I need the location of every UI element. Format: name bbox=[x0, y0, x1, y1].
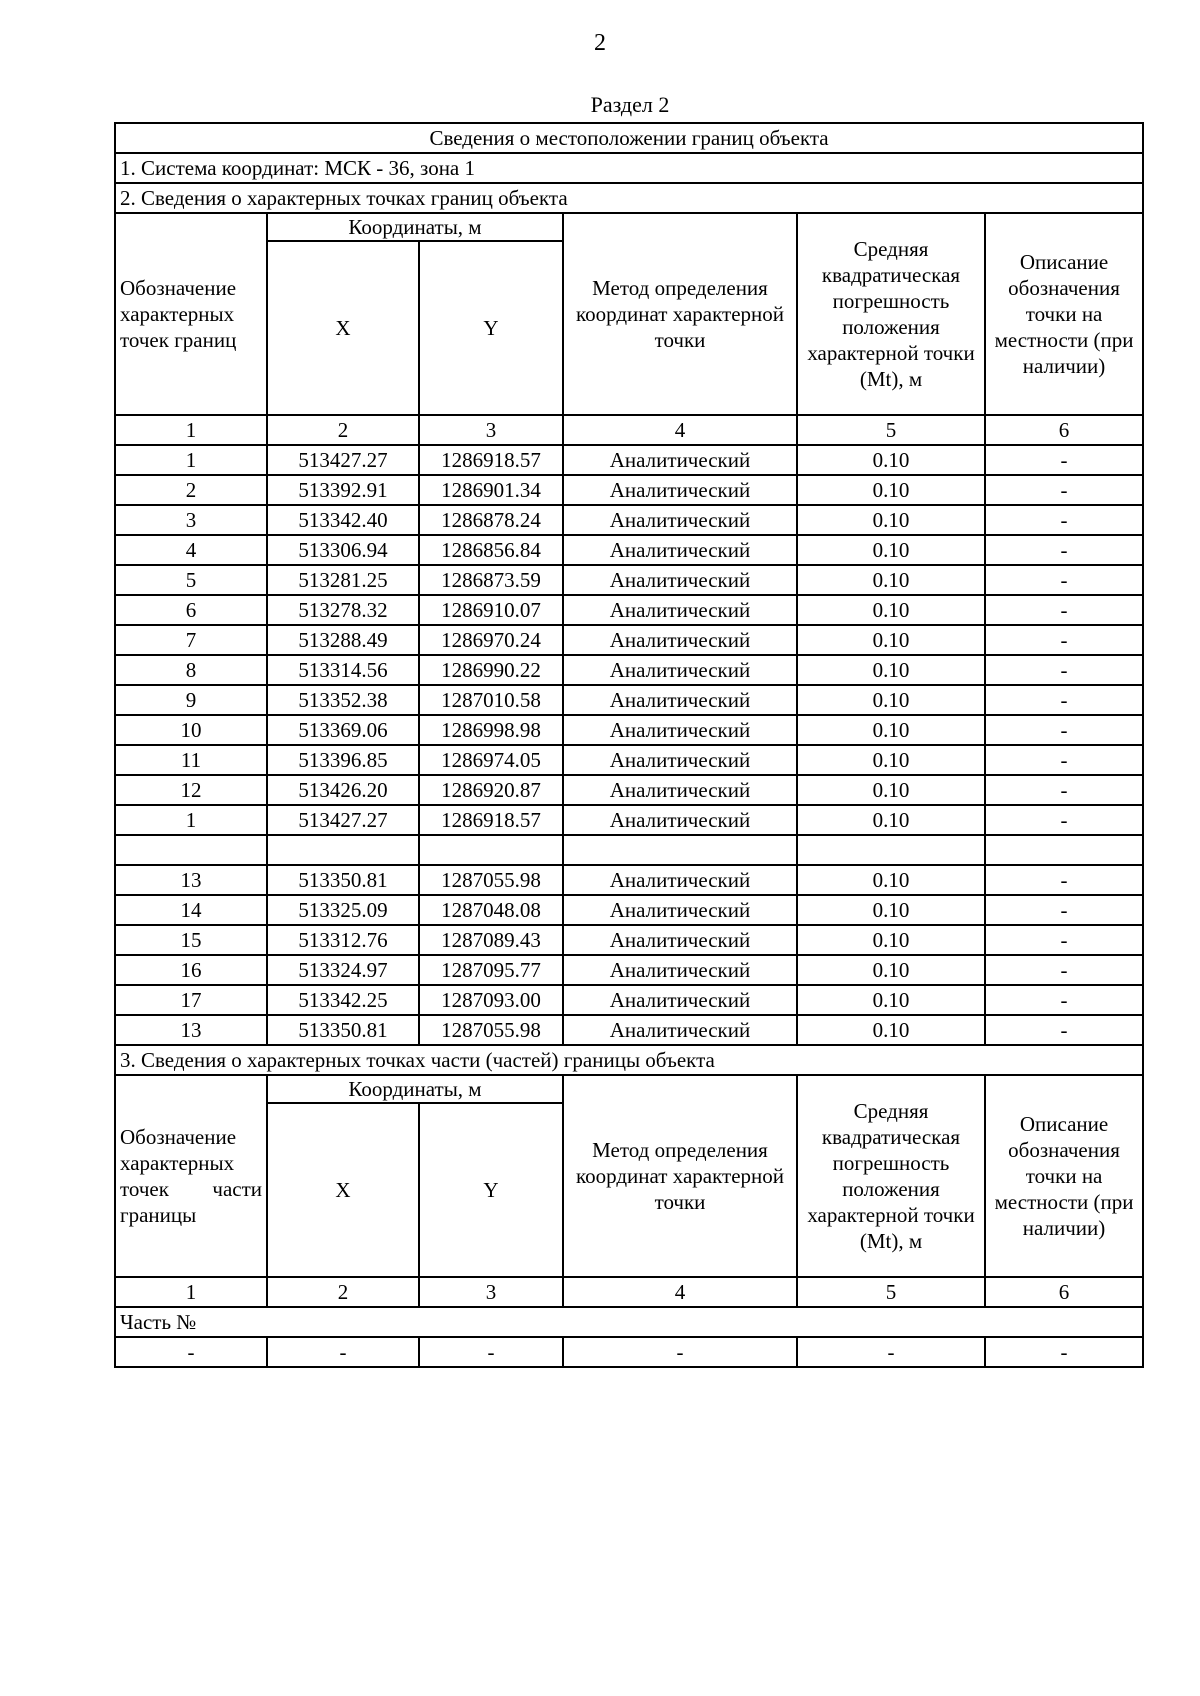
method-cell: Аналитический bbox=[563, 475, 797, 505]
table-row bbox=[115, 895, 1143, 925]
method-cell: Аналитический bbox=[563, 685, 797, 715]
accuracy-cell: 0.10 bbox=[797, 775, 985, 805]
method-cell: Аналитический bbox=[563, 445, 797, 475]
coord-y: 1286873.59 bbox=[419, 565, 563, 595]
coord-y: 1286901.34 bbox=[419, 475, 563, 505]
point-number: 5 bbox=[115, 565, 267, 595]
description-cell: - bbox=[985, 955, 1143, 985]
boundary-table bbox=[114, 122, 1144, 1368]
accuracy-cell: 0.10 bbox=[797, 865, 985, 895]
accuracy-cell: 0.10 bbox=[797, 505, 985, 535]
header-x: X bbox=[267, 1103, 419, 1277]
boundary-points-heading: 2. Сведения о характерных точках границ объекта bbox=[115, 183, 1143, 213]
description-cell: - bbox=[985, 805, 1143, 835]
part-cell: - bbox=[797, 1337, 985, 1367]
accuracy-cell: 0.10 bbox=[797, 805, 985, 835]
header-y: Y bbox=[419, 1103, 563, 1277]
description-cell: - bbox=[985, 535, 1143, 565]
coord-x: 513369.06 bbox=[267, 715, 419, 745]
coord-x: 513426.20 bbox=[267, 775, 419, 805]
coord-x: 513350.81 bbox=[267, 1015, 419, 1045]
accuracy-cell: 0.10 bbox=[797, 535, 985, 565]
table-title: Сведения о местоположении границ объекта bbox=[115, 123, 1143, 153]
header-part-point-designation: Обозначение характерных точек части границы bbox=[115, 1075, 267, 1277]
description-cell: - bbox=[985, 625, 1143, 655]
method-cell: Аналитический bbox=[563, 1015, 797, 1045]
description-cell: - bbox=[985, 865, 1143, 895]
column-number: 6 bbox=[985, 415, 1143, 445]
accuracy-cell: 0.10 bbox=[797, 655, 985, 685]
table-row bbox=[115, 475, 1143, 505]
point-number: 11 bbox=[115, 745, 267, 775]
coord-x: 513392.91 bbox=[267, 475, 419, 505]
method-cell: Аналитический bbox=[563, 595, 797, 625]
accuracy-cell: 0.10 bbox=[797, 685, 985, 715]
method-cell: Аналитический bbox=[563, 955, 797, 985]
coord-y: 1286918.57 bbox=[419, 445, 563, 475]
point-number: 13 bbox=[115, 865, 267, 895]
column-number: 6 bbox=[985, 1277, 1143, 1307]
description-cell: - bbox=[985, 475, 1143, 505]
header-y: Y bbox=[419, 241, 563, 415]
description-cell: - bbox=[985, 715, 1143, 745]
coord-y: 1286990.22 bbox=[419, 655, 563, 685]
point-number: 13 bbox=[115, 1015, 267, 1045]
coord-x: 513342.40 bbox=[267, 505, 419, 535]
description-cell: - bbox=[985, 895, 1143, 925]
header-method: Метод определения координат характерной точки bbox=[563, 213, 797, 415]
description-cell: - bbox=[985, 595, 1143, 625]
header-accuracy: Средняя квадратическая погрешность положения характерной точки (Mt), м bbox=[797, 1075, 985, 1277]
method-cell: Аналитический bbox=[563, 655, 797, 685]
table-row bbox=[115, 805, 1143, 835]
accuracy-cell: 0.10 bbox=[797, 475, 985, 505]
empty-cell bbox=[267, 835, 419, 865]
table-row bbox=[115, 565, 1143, 595]
column-number: 1 bbox=[115, 415, 267, 445]
coord-y: 1286878.24 bbox=[419, 505, 563, 535]
coord-x: 513396.85 bbox=[267, 745, 419, 775]
method-cell: Аналитический bbox=[563, 535, 797, 565]
table-row bbox=[115, 865, 1143, 895]
table-row bbox=[115, 985, 1143, 1015]
coord-x: 513278.32 bbox=[267, 595, 419, 625]
description-cell: - bbox=[985, 655, 1143, 685]
table-row bbox=[115, 925, 1143, 955]
coord-x: 513314.56 bbox=[267, 655, 419, 685]
point-number: 6 bbox=[115, 595, 267, 625]
table-row bbox=[115, 535, 1143, 565]
method-cell: Аналитический bbox=[563, 625, 797, 655]
table-row bbox=[115, 775, 1143, 805]
column-numbers-row bbox=[115, 415, 1143, 445]
accuracy-cell: 0.10 bbox=[797, 565, 985, 595]
contour-separator-row bbox=[115, 835, 1143, 865]
coord-x: 513352.38 bbox=[267, 685, 419, 715]
part-points-heading: 3. Сведения о характерных точках части (частей) границы объекта bbox=[115, 1045, 1143, 1075]
point-number: 9 bbox=[115, 685, 267, 715]
method-cell: Аналитический bbox=[563, 505, 797, 535]
coord-x: 513350.81 bbox=[267, 865, 419, 895]
description-cell: - bbox=[985, 685, 1143, 715]
header-description: Описание обозначения точки на местности (при наличии) bbox=[985, 1075, 1143, 1277]
description-cell: - bbox=[985, 1015, 1143, 1045]
header-coordinates: Координаты, м bbox=[267, 213, 563, 241]
column-number: 3 bbox=[419, 1277, 563, 1307]
accuracy-cell: 0.10 bbox=[797, 985, 985, 1015]
method-cell: Аналитический bbox=[563, 715, 797, 745]
table-row bbox=[115, 685, 1143, 715]
coord-y: 1286998.98 bbox=[419, 715, 563, 745]
point-number: 16 bbox=[115, 955, 267, 985]
coord-y: 1286974.05 bbox=[419, 745, 563, 775]
part-cell: - bbox=[115, 1337, 267, 1367]
description-cell: - bbox=[985, 985, 1143, 1015]
empty-cell bbox=[985, 835, 1143, 865]
coord-y: 1286910.07 bbox=[419, 595, 563, 625]
part-label: Часть № bbox=[115, 1307, 1143, 1337]
section-title: Раздел 2 bbox=[590, 92, 670, 117]
method-cell: Аналитический bbox=[563, 895, 797, 925]
column-number: 2 bbox=[267, 1277, 419, 1307]
description-cell: - bbox=[985, 565, 1143, 595]
table-row bbox=[115, 745, 1143, 775]
column-numbers-row bbox=[115, 1277, 1143, 1307]
part-cell: - bbox=[419, 1337, 563, 1367]
header-coordinates: Координаты, м bbox=[267, 1075, 563, 1103]
coord-y: 1286970.24 bbox=[419, 625, 563, 655]
coordinate-system: 1. Система координат: МСК - 36, зона 1 bbox=[115, 153, 1143, 183]
accuracy-cell: 0.10 bbox=[797, 595, 985, 625]
coord-x: 513312.76 bbox=[267, 925, 419, 955]
column-number: 5 bbox=[797, 415, 985, 445]
empty-cell bbox=[563, 835, 797, 865]
description-cell: - bbox=[985, 505, 1143, 535]
method-cell: Аналитический bbox=[563, 925, 797, 955]
description-cell: - bbox=[985, 925, 1143, 955]
coord-x: 513427.27 bbox=[267, 445, 419, 475]
coord-y: 1287010.58 bbox=[419, 685, 563, 715]
description-cell: - bbox=[985, 445, 1143, 475]
table-row bbox=[115, 655, 1143, 685]
point-number: 14 bbox=[115, 895, 267, 925]
table-row bbox=[115, 1337, 1143, 1367]
coord-y: 1287055.98 bbox=[419, 865, 563, 895]
header-method: Метод определения координат характерной точки bbox=[563, 1075, 797, 1277]
method-cell: Аналитический bbox=[563, 805, 797, 835]
method-cell: Аналитический bbox=[563, 775, 797, 805]
header-description: Описание обозначения точки на местности (при наличии) bbox=[985, 213, 1143, 415]
header-accuracy: Средняя квадратическая погрешность положения характерной точки (Mt), м bbox=[797, 213, 985, 415]
header-point-designation: Обозначение характерных точек границ bbox=[115, 213, 267, 415]
page-number: 2 bbox=[594, 30, 606, 56]
point-number: 2 bbox=[115, 475, 267, 505]
table-row bbox=[115, 715, 1143, 745]
table-row bbox=[115, 625, 1143, 655]
coord-x: 513427.27 bbox=[267, 805, 419, 835]
accuracy-cell: 0.10 bbox=[797, 445, 985, 475]
table-row bbox=[115, 445, 1143, 475]
part-cell: - bbox=[985, 1337, 1143, 1367]
accuracy-cell: 0.10 bbox=[797, 925, 985, 955]
column-number: 5 bbox=[797, 1277, 985, 1307]
empty-cell bbox=[797, 835, 985, 865]
header-x: X bbox=[267, 241, 419, 415]
point-number: 3 bbox=[115, 505, 267, 535]
part-cell: - bbox=[563, 1337, 797, 1367]
part-cell: - bbox=[267, 1337, 419, 1367]
coord-y: 1286918.57 bbox=[419, 805, 563, 835]
point-number: 1 bbox=[115, 805, 267, 835]
column-number: 4 bbox=[563, 415, 797, 445]
coord-y: 1287093.00 bbox=[419, 985, 563, 1015]
column-number: 2 bbox=[267, 415, 419, 445]
accuracy-cell: 0.10 bbox=[797, 895, 985, 925]
coord-x: 513288.49 bbox=[267, 625, 419, 655]
coord-y: 1286920.87 bbox=[419, 775, 563, 805]
point-number: 10 bbox=[115, 715, 267, 745]
coord-y: 1287055.98 bbox=[419, 1015, 563, 1045]
accuracy-cell: 0.10 bbox=[797, 745, 985, 775]
method-cell: Аналитический bbox=[563, 985, 797, 1015]
table-row bbox=[115, 1015, 1143, 1045]
method-cell: Аналитический bbox=[563, 565, 797, 595]
point-number: 15 bbox=[115, 925, 267, 955]
coord-x: 513281.25 bbox=[267, 565, 419, 595]
coord-x: 513325.09 bbox=[267, 895, 419, 925]
point-number: 4 bbox=[115, 535, 267, 565]
point-number: 17 bbox=[115, 985, 267, 1015]
empty-cell bbox=[419, 835, 563, 865]
coord-y: 1287095.77 bbox=[419, 955, 563, 985]
coord-y: 1287048.08 bbox=[419, 895, 563, 925]
method-cell: Аналитический bbox=[563, 745, 797, 775]
description-cell: - bbox=[985, 745, 1143, 775]
coord-x: 513306.94 bbox=[267, 535, 419, 565]
accuracy-cell: 0.10 bbox=[797, 955, 985, 985]
coord-x: 513342.25 bbox=[267, 985, 419, 1015]
empty-cell bbox=[115, 835, 267, 865]
table-row bbox=[115, 505, 1143, 535]
accuracy-cell: 0.10 bbox=[797, 625, 985, 655]
coord-x: 513324.97 bbox=[267, 955, 419, 985]
point-number: 8 bbox=[115, 655, 267, 685]
column-number: 3 bbox=[419, 415, 563, 445]
method-cell: Аналитический bbox=[563, 865, 797, 895]
column-number: 1 bbox=[115, 1277, 267, 1307]
accuracy-cell: 0.10 bbox=[797, 715, 985, 745]
coord-y: 1287089.43 bbox=[419, 925, 563, 955]
point-number: 1 bbox=[115, 445, 267, 475]
table-row bbox=[115, 955, 1143, 985]
coord-y: 1286856.84 bbox=[419, 535, 563, 565]
point-number: 12 bbox=[115, 775, 267, 805]
point-number: 7 bbox=[115, 625, 267, 655]
accuracy-cell: 0.10 bbox=[797, 1015, 985, 1045]
table-row bbox=[115, 595, 1143, 625]
description-cell: - bbox=[985, 775, 1143, 805]
column-number: 4 bbox=[563, 1277, 797, 1307]
